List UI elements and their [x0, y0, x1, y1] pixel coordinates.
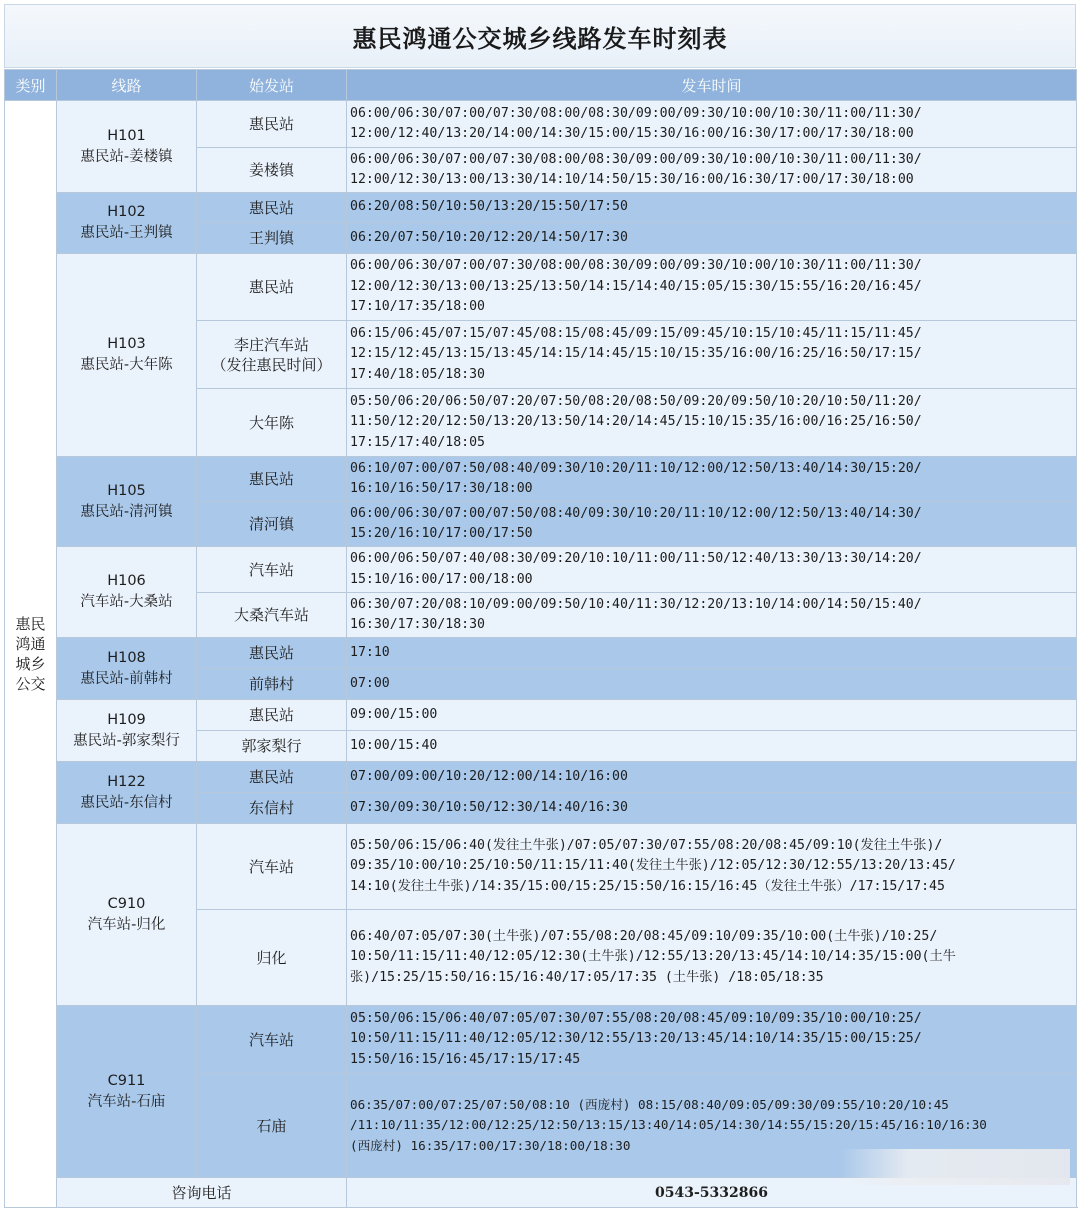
times-cell: 06:00/06:30/07:00/07:50/08:40/09:30/10:20/11:10/12:00/12:50/13:40/14:30/ 15:20/16:10/17:00/17:50 — [347, 502, 1077, 547]
station-cell: 李庄汽车站 （发往惠民时间） — [197, 321, 347, 389]
route-cell — [57, 457, 197, 547]
category-cell — [5, 101, 57, 1208]
route-code: H103 — [107, 336, 146, 352]
table-row — [5, 193, 1077, 223]
times-cell: 07:00 — [347, 669, 1077, 700]
times-cell: 17:10 — [347, 638, 1077, 669]
route-code: H105 — [107, 482, 146, 499]
times-cell: 07:30/09:30/10:50/12:30/14:40/16:30 — [347, 793, 1077, 824]
route-name: 惠民站-姜楼镇 — [80, 148, 173, 165]
station-cell: 汽车站 — [197, 824, 347, 910]
times-cell: 06:00/06:50/07:40/08:30/09:20/10:10/11:00/11:50/12:40/13:30/13:30/14:20/ 15:10/16:00/17:00/18:00 — [347, 547, 1077, 593]
times-cell: 06:00/06:30/07:00/07:30/08:00/08:30/09:00/09:30/10:00/10:30/11:00/11:30/ 12:00/12:40/13:20/14:00/14:30/15:00/15:30/16:00/16:30/17:00/17:30/18:00 — [347, 101, 1077, 148]
table-row — [5, 700, 1077, 731]
route-code: H106 — [107, 573, 146, 589]
station-cell: 汽车站 — [197, 547, 347, 593]
station-cell: 郭家梨行 — [197, 731, 347, 762]
station-cell: 惠民站 — [197, 101, 347, 148]
table-row — [5, 1006, 1077, 1074]
times-cell: 06:00/06:30/07:00/07:30/08:00/08:30/09:00/09:30/10:00/10:30/11:00/11:30/ 12:00/12:30/13:00/13:30/14:10/14:50/15:30/16:00/16:30/17:00/17:30/18:00 — [347, 148, 1077, 193]
route-cell — [57, 700, 197, 762]
route-code: H108 — [107, 649, 146, 666]
route-code: H122 — [107, 773, 146, 790]
table-row — [5, 457, 1077, 502]
station-cell: 王判镇 — [197, 223, 347, 254]
route-cell — [57, 193, 197, 254]
times-cell: 06:20/08:50/10:50/13:20/15:50/17:50 — [347, 193, 1077, 223]
table-row — [5, 824, 1077, 910]
table-row — [5, 638, 1077, 669]
route-name: 惠民站-王判镇 — [80, 225, 173, 241]
route-name: 惠民站-大年陈 — [80, 357, 173, 373]
route-cell — [57, 824, 197, 1006]
route-name: 惠民站-前韩村 — [80, 670, 173, 687]
station-cell: 姜楼镇 — [197, 148, 347, 193]
route-code: H102 — [107, 204, 146, 220]
times-cell: 05:50/06:15/06:40(发往土牛张)/07:05/07:30/07:55/08:20/08:45/09:10(发往土牛张)/ 09:35/10:00/10:25/10:50/11:15/11:40(发往土牛张)/12:05/12:30/12:55/13:20/13:45/ 14:10(发往土牛张)/14:35/15:00/15:25/15:50/16:15/16:45（发往土牛张）/17:15/17:45 — [347, 824, 1077, 910]
header-route: 线路 — [57, 70, 197, 101]
header-category: 类别 — [5, 70, 57, 101]
title-bar — [4, 4, 1076, 68]
blur-overlay — [840, 1149, 1070, 1185]
station-cell: 汽车站 — [197, 1006, 347, 1074]
route-cell — [57, 638, 197, 700]
times-cell: 07:00/09:00/10:20/12:00/14:10/16:00 — [347, 762, 1077, 793]
route-code: H101 — [107, 127, 146, 144]
station-cell: 大桑汽车站 — [197, 593, 347, 638]
consult-phone-label: 咨询电话 — [57, 1178, 347, 1208]
times-cell: 05:50/06:15/06:40/07:05/07:30/07:55/08:20/08:45/09:10/09:35/10:00/10:25/ 10:50/11:15/11:40/12:05/12:30/12:55/13:20/13:45/14:10/14:35/15:00/15:25/ 15:50/16:15/16:45/17:15/17:45 — [347, 1006, 1077, 1074]
category-label: 惠民 鸿通 城乡 公交 — [15, 615, 46, 693]
station-cell: 石庙 — [197, 1074, 347, 1178]
times-cell: 06:10/07:00/07:50/08:40/09:30/10:20/11:10/12:00/12:50/13:40/14:30/15:20/ 16:10/16:50/17:30/18:00 — [347, 457, 1077, 502]
station-cell: 东信村 — [197, 793, 347, 824]
station-cell: 惠民站 — [197, 457, 347, 502]
route-cell — [57, 254, 197, 457]
route-cell — [57, 547, 197, 638]
route-cell — [57, 762, 197, 824]
times-cell: 06:30/07:20/08:10/09:00/09:50/10:40/11:30/12:20/13:10/14:00/14:50/15:40/ 16:30/17:30/18:30 — [347, 593, 1077, 638]
table-row — [5, 547, 1077, 593]
header-origin: 始发站 — [197, 70, 347, 101]
table-row — [5, 254, 1077, 321]
station-cell: 惠民站 — [197, 700, 347, 731]
route-name: 惠民站-郭家梨行 — [73, 732, 180, 749]
station-cell: 惠民站 — [197, 254, 347, 321]
times-cell: 10:00/15:40 — [347, 731, 1077, 762]
times-cell: 06:20/07:50/10:20/12:20/14:50/17:30 — [347, 223, 1077, 254]
route-name: 汽车站-大桑站 — [80, 594, 173, 610]
station-cell: 惠民站 — [197, 638, 347, 669]
table-row — [5, 101, 1077, 148]
station-cell: 大年陈 — [197, 389, 347, 457]
station-cell: 惠民站 — [197, 193, 347, 223]
route-name: 汽车站-归化 — [87, 916, 166, 933]
route-cell — [57, 1006, 197, 1178]
station-cell: 前韩村 — [197, 669, 347, 700]
consult-phone-number: 0543-5332866 — [347, 1178, 1077, 1208]
times-cell: 06:15/06:45/07:15/07:45/08:15/08:45/09:15/09:45/10:15/10:45/11:15/11:45/ 12:15/12:45/13:15/13:45/14:15/14:45/15:10/15:35/16:00/16:25/16:50/17:15/ 17:40/18:05/18:30 — [347, 321, 1077, 389]
station-cell: 归化 — [197, 910, 347, 1006]
route-code: C911 — [107, 1072, 146, 1089]
times-cell: 06:35/07:00/07:25/07:50/08:10 (西庞村) 08:15/08:40/09:05/09:30/09:55/10:20/10:45 /11:10/11:35/12:00/12:25/12:50/13:15/13:40/14:05/14:30/14:55/15:20/15:45/16:10/16:30 (西庞村) 16:35/17:00/17:30/18:00/18:30 — [347, 1074, 1077, 1178]
times-cell: 06:00/06:30/07:00/07:30/08:00/08:30/09:00/09:30/10:00/10:30/11:00/11:30/ 12:00/12:30/13:00/13:25/13:50/14:15/14:40/15:05/15:30/15:55/16:20/16:45/ 17:10/17:35/18:00 — [347, 254, 1077, 321]
station-cell: 惠民站 — [197, 762, 347, 793]
times-cell: 09:00/15:00 — [347, 700, 1077, 731]
route-name: 惠民站-东信村 — [80, 794, 173, 811]
times-cell: 05:50/06:20/06:50/07:20/07:50/08:20/08:50/09:20/09:50/10:20/10:50/11:20/ 11:50/12:20/12:50/13:20/13:50/14:20/14:45/15:10/15:35/16:00/16:25/16:50/ 17:15/17:40/18:05 — [347, 389, 1077, 457]
station-cell: 清河镇 — [197, 502, 347, 547]
table-header-row — [5, 70, 1077, 101]
header-times: 发车时间 — [347, 70, 1077, 101]
route-name: 惠民站-清河镇 — [80, 503, 173, 520]
route-code: C910 — [107, 895, 146, 912]
route-name: 汽车站-石庙 — [87, 1093, 166, 1110]
page-title: 惠民鸿通公交城乡线路发车时刻表 — [352, 23, 728, 53]
schedule-table — [4, 69, 1077, 1208]
route-cell — [57, 101, 197, 193]
table-row — [5, 762, 1077, 793]
times-cell: 06:40/07:05/07:30(土牛张)/07:55/08:20/08:45/09:10/09:35/10:00(土牛张)/10:25/ 10:50/11:15/11:40/12:05/12:30(土牛张)/12:55/13:20/13:45/14:10/14:35/15:00(土牛 张)/15:25/15:50/16:15/16:40/17:05/17:35 (土牛张) /18:05/18:35 — [347, 910, 1077, 1006]
route-code: H109 — [107, 711, 146, 728]
